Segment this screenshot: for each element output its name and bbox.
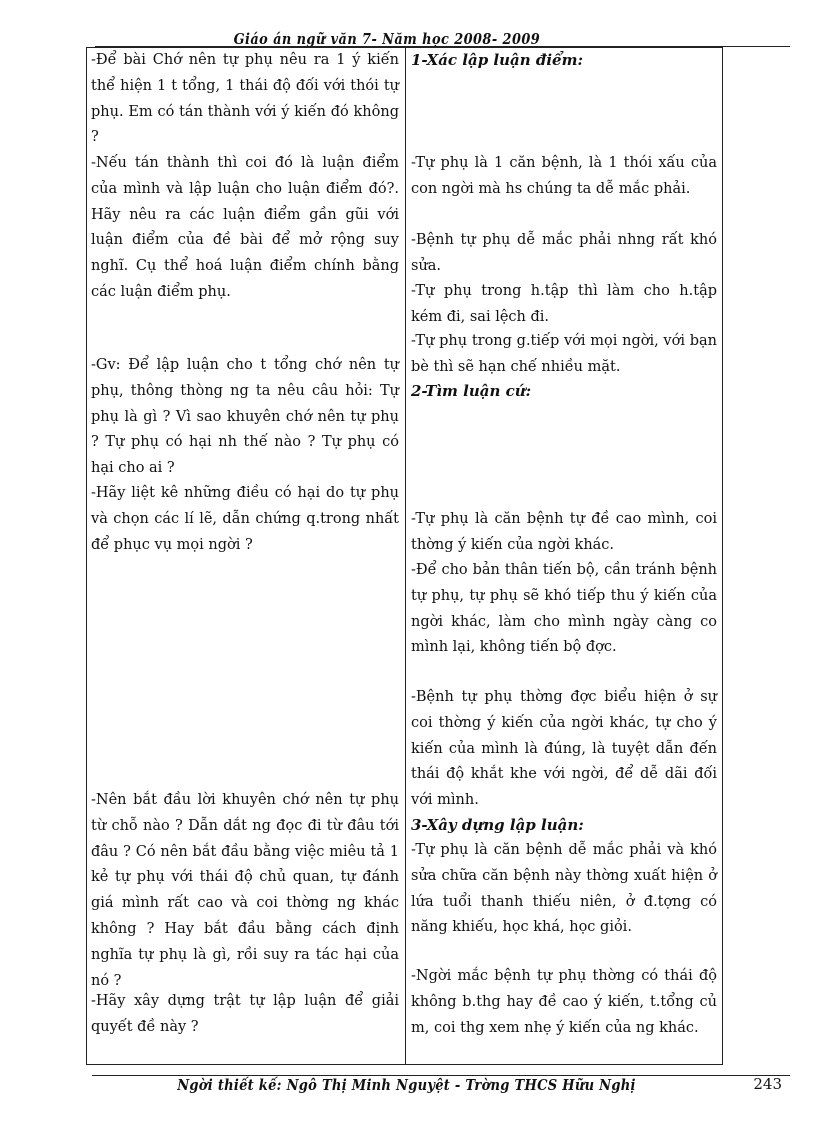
right-paragraph: -Ngời mắc bệnh tự phụ thờng có thái độ không b.thg hay đề cao ý kiến, t.tổng củ m, coi thg xem nhẹ ý kiến của ng khác.: [411, 968, 717, 1036]
left-paragraph: -Gv: Để lập luận cho t tổng chớ nên tự phụ, thông thòng ng ta nêu câu hỏi: Tự phụ là gì ? Vì sao khuyên chớ nên tự phụ ? Tự phụ có hại nh thế nào ? Tự phụ có hại cho ai ?: [91, 357, 399, 477]
right-paragraph: -Tự phụ trong g.tiếp với mọi ngời, với bạn bè thì sẽ hạn chế nhiều mặt.: [411, 333, 717, 375]
lesson-table: [86, 47, 723, 1065]
section-heading: 2-Tìm luận cứ:: [411, 382, 532, 400]
right-paragraph: -Bệnh tự phụ dễ mắc phải nhng rất khó sửa.: [411, 232, 717, 274]
column-divider: [405, 48, 406, 1064]
right-paragraph: -Tự phụ là căn bệnh dễ mắc phải và khó sửa chữa căn bệnh này thờng xuất hiện ở lứa tuổi thanh thiếu niên, ở đ.tợng có năng khiếu, học khá, học giỏi.: [411, 842, 717, 936]
left-paragraph: -Nếu tán thành thì coi đó là luận điểm của mình và lập luận cho luận điểm đó?. Hãy nêu ra các luận điểm gần gũi với luận điểm của đề bài để mở rộng suy nghĩ. Cụ thể hoá luận điểm chính bằng các luận điểm phụ.: [91, 155, 399, 300]
left-paragraph: -Hãy liệt kê những điều có hại do tự phụ và chọn các lí lẽ, dẫn chứng q.trong nhất để phục vụ mọi ngời ?: [91, 485, 399, 553]
footer-author: Ngời thiết kế: Ngô Thị Minh Nguyệt - Trờng THCS Hữu Nghị: [177, 1077, 636, 1094]
right-paragraph: -Bệnh tự phụ thờng đợc biểu hiện ở sự coi thờng ý kiến của ngời khác, tự cho ý kiến của mình là đúng, là tuyệt dẫn đến thái độ khắt khe với ngời, để dễ dãi đối với mình.: [411, 689, 717, 809]
right-paragraph: -Để cho bản thân tiến bộ, cần tránh bệnh tự phụ, tự phụ sẽ khó tiếp thu ý kiến của ngời khác, làm cho mình ngày càng co mình lại, không tiến bộ đợc.: [411, 562, 717, 656]
page-header-title: Giáo án ngữ văn 7- Năm học 2008- 2009: [233, 30, 541, 48]
left-paragraph: -Hãy xây dựng trật tự lập luận để giải quyết đề này ?: [91, 993, 399, 1035]
right-paragraph: -Tự phụ là căn bệnh tự đề cao mình, coi thờng ý kiến của ngời khác.: [411, 511, 717, 553]
section-heading: 3-Xây dựng lập luận:: [411, 816, 584, 834]
right-paragraph: -Tự phụ là 1 căn bệnh, là 1 thói xấu của con ngời mà hs chúng ta dễ mắc phải.: [411, 155, 717, 197]
left-paragraph: -Nên bắt đầu lời khuyên chớ nên tự phụ từ chỗ nào ? Dẫn dắt ng đọc đi từ đâu tới đâu ? Có nên bắt đầu bằng việc miêu tả 1 kẻ tự phụ với thái độ chủ quan, tự đánh giá mình rất cao và coi thờng ng khác không ? Hay bắt đầu bằng cách định nghĩa tự phụ là gì, rồi suy ra tác hại của nó ?: [91, 792, 399, 989]
page-number: 243: [753, 1075, 782, 1093]
footer-divider: [92, 1075, 790, 1076]
left-paragraph: -Để bài Chớ nên tự phụ nêu ra 1 ý kiến thể hiện 1 t tổng, 1 thái độ đối với thói tự phụ. Em có tán thành với ý kiến đó không ?: [91, 52, 399, 146]
right-paragraph: -Tự phụ trong h.tập thì làm cho h.tập kém đi, sai lệch đi.: [411, 283, 717, 325]
section-heading: 1-Xác lập luận điểm:: [411, 51, 584, 69]
